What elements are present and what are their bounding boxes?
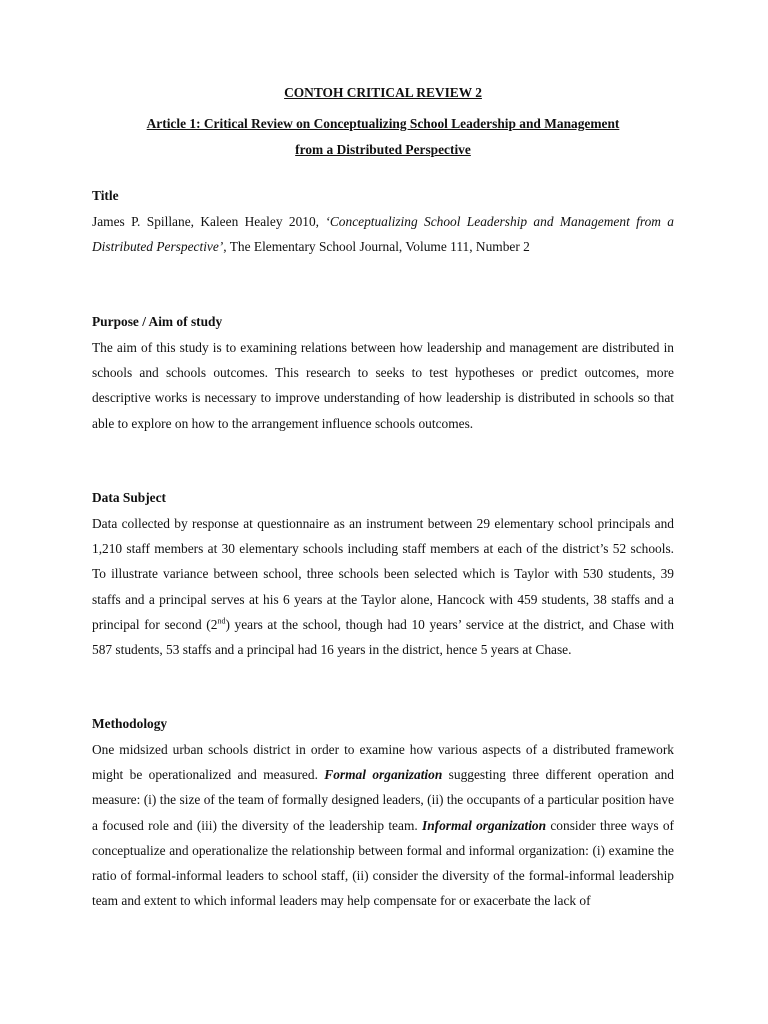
methodology-text-2: suggesting three different operation and measure: (i) the size of the team of formally designed leaders, (ii) the occupants of a particular position have a focused role and (iii) the diversity of the leadership team. bbox=[92, 767, 674, 833]
term-formal-organization: Formal organization bbox=[324, 767, 443, 783]
methodology-heading: Methodology bbox=[92, 716, 168, 731]
data-subject-text-2: ) years at the school, though had 10 years’ service at the district, and Chase with 587 students, 53 staffs and a principal had 16 years in the district, hence 5 years at Chase. bbox=[92, 616, 674, 658]
article-title bbox=[92, 111, 674, 163]
citation-work-title: ‘Conceptualizing School Leadership and Management from a Distributed Perspective’ bbox=[92, 214, 674, 255]
document-main-title: CONTOH CRITICAL REVIEW 2 bbox=[284, 85, 482, 100]
data-subject-body bbox=[92, 511, 674, 662]
title-heading: Title bbox=[92, 188, 119, 203]
term-informal-organization: Informal organization bbox=[421, 817, 547, 833]
methodology-body bbox=[92, 737, 674, 913]
ordinal-superscript: nd bbox=[217, 616, 226, 626]
methodology-text-1: One midsized urban schools district in order to examine how various aspects of a distributed framework might be operationalized and measured. bbox=[92, 742, 674, 783]
article-title-line2: from a Distributed Perspective bbox=[295, 142, 471, 157]
purpose-heading: Purpose / Aim of study bbox=[92, 314, 223, 329]
methodology-text-3: consider three ways of conceptualize and operationalize the relationship between formal and informal organization: (i) examine the ratio of formal-informal leaders to school staff, (ii) consider the diversity of the formal-informal leadership team and extent to which informal leaders may help compensate for or exacerbate the lack of bbox=[92, 817, 674, 909]
title-citation bbox=[92, 209, 674, 259]
article-title-line1: Article 1: Critical Review on Conceptualizing School Leadership and Management bbox=[146, 116, 620, 131]
citation-rest: , The Elementary School Journal, Volume 111, Number 2 bbox=[223, 239, 530, 255]
purpose-body: The aim of this study is to examining relations between how leadership and management are distributed in schools and schools outcomes. This research to seeks to test hypotheses or predict outcomes, more descriptive works is necessary to improve understanding of how leadership is distributed in schools so that able to explore on how to the arrangement influence schools outcomes. bbox=[92, 340, 674, 431]
data-subject-heading: Data Subject bbox=[92, 490, 167, 505]
citation-authors: James P. Spillane, Kaleen Healey 2010, bbox=[92, 214, 326, 229]
data-subject-text-1: Data collected by response at questionnaire as an instrument between 29 elementary school principals and 1,210 staff members at 30 elementary schools including staff members at each of the district’s 52 schools. To illustrate variance between school, three schools been selected which is Taylor with 530 students, 39 staffs and a principal serves at his 6 years at the Taylor alone, Hancock with 459 students, 38 staffs and a principal for second (2 bbox=[92, 516, 674, 632]
